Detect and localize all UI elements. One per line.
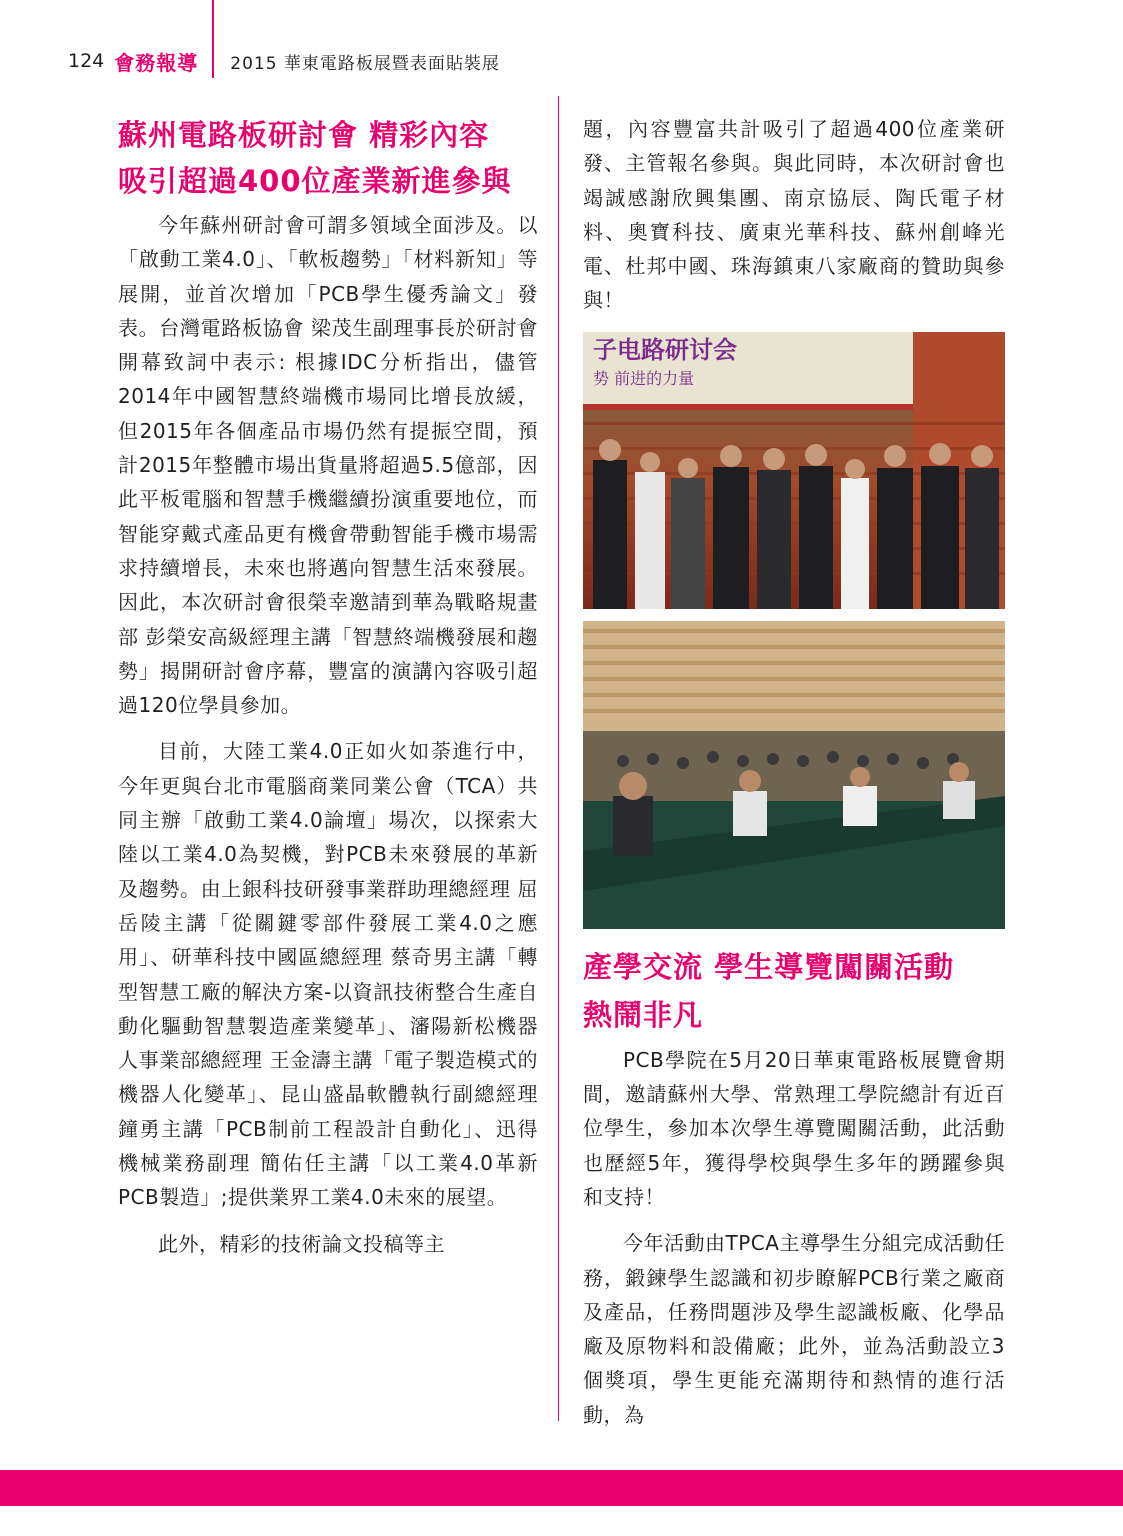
- banner-text-line1: 子电路研讨会: [593, 335, 737, 364]
- banner-text-line2: 势 前进的力量: [593, 368, 695, 388]
- page-header: [68, 46, 500, 76]
- article1-title-line2: 吸引超過400位產業新進參與: [118, 164, 512, 198]
- footer-bar: [0, 1470, 1123, 1506]
- page-number: 124: [68, 50, 105, 72]
- article2-title-line1: 產學交流 學生導覽闖關活動: [583, 949, 955, 984]
- article2-title: [583, 943, 1005, 1039]
- seminar-audience-photo: [583, 621, 1005, 929]
- article2-title-line2: 熱鬧非凡: [583, 997, 704, 1032]
- article2-paragraph-1: PCB學院在5月20日華東電路板展覽會期間，邀請蘇州大學、常熟理工學院總計有近百位學生，參加本次學生導覽闖關活動，此活動也歷經5年，獲得學校與學生多年的踴躍參與和支持！: [583, 1047, 1005, 1209]
- right-column: [583, 112, 1005, 1432]
- article1-title: [118, 112, 538, 204]
- article1-continuation: 題，內容豐富共計吸引了超過400位產業研發、主管報名參與。與此同時，本次研討會也竭誠感謝欣興集團、南京協辰、陶氏電子材料、奧寶科技、廣東光華科技、蘇州創峰光電、杜邦中國、珠海鎮東八家廠商的贊助與參與！: [583, 117, 1005, 313]
- article1-title-line1: 蘇州電路板研討會 精彩內容: [118, 118, 490, 152]
- article1-paragraph-3: 此外，精彩的技術論文投稿等主: [158, 1231, 445, 1256]
- audience-photo-illustration: [583, 621, 1005, 929]
- award-photo-illustration: [583, 332, 1005, 609]
- event-title: 2015 華東電路板展暨表面貼裝展: [230, 53, 500, 74]
- section-title: 會務報導: [114, 50, 199, 75]
- article1-paragraph-2: 目前，大陸工業4.0正如火如荼進行中，今年更與台北市電腦商業同業公會（TCA）共同主辦「啟動工業4.0論壇」場次，以探索大陸以工業4.0為契機，對PCB未來發展的革新及趨勢。由上銀科技研發事業群助理總經理 屈岳陵主講「從關鍵零部件發展工業4.0之應用」、研華科技中國區總經理 蔡奇男主講「轉型智慧工廠的解決方案-以資訊技術整合生產自動化驅動智慧製造產業變革」、瀋陽新松機器人事業部總經理 王金濤主講「電子製造模式的機器人化變革」、昆山盛晶軟體執行副總經理 鐘勇主講「PCB制前工程設計自動化」、迅得機械業務副理 簡佑任主講「以工業4.0革新PCB製造」;提供業界工業4.0未來的展望。: [118, 739, 538, 1210]
- left-column: [118, 112, 538, 1261]
- column-divider: [558, 96, 559, 1421]
- article1-paragraph-1: 今年蘇州研討會可謂多領域全面涉及。以「啟動工業4.0」、「軟板趨勢」「材料新知」等展開，並首次增加「PCB學生優秀論文」發表。台灣電路板協會 梁茂生副理事長於研討會開幕致詞中表示: 根據IDC分析指出，儘管2014年中國智慧終端機市場同比增長放緩，但2015年各個產品市場仍然有提振空間，預計2015年整體市場出貨量將超過5.5億部，因此平板電腦和智慧手機繼續扮演重要地位，而智能穿戴式產品更有機會帶動智能手機市場需求持續增長，未來也將邁向智慧生活來發展。因此，本次研討會很榮幸邀請到華為戰略規畫部 彭榮安高級經理主講「智慧終端機發展和趨勢」揭開研討會序幕，豐富的演講內容吸引超過120位學員參加。: [118, 213, 538, 718]
- award-group-photo: [583, 332, 1005, 609]
- article2-paragraph-2: 今年活動由TPCA主導學生分組完成活動任務，鍛鍊學生認識和初步瞭解PCB行業之廠商及產品，任務問題涉及學生認識板廠、化學品廠及原物料和設備廠；此外，並為活動設立3個獎項，學生更能充滿期待和熱情的進行活動，為: [583, 1231, 1005, 1427]
